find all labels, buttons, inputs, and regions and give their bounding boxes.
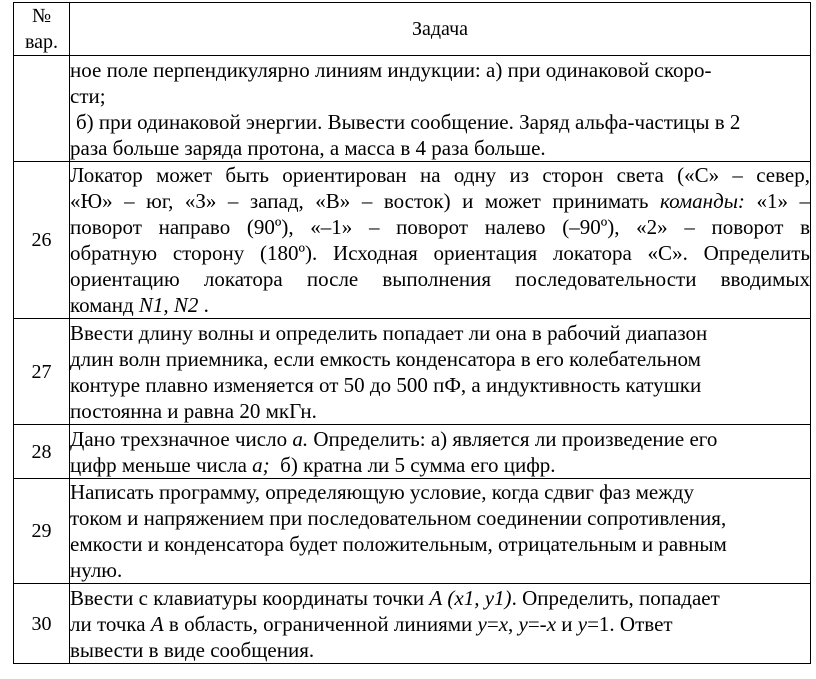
text-run: Ввести длину волны и определить попадает ли она в рабочий диапазон — [70, 320, 708, 345]
text-run-italic: х — [546, 611, 557, 636]
table-row — [14, 479, 811, 584]
text-run: поворот направо (90º), «–1» – поворот налево (–90º), «2» – поворот в — [70, 215, 810, 239]
table-row — [14, 162, 811, 319]
task-line — [70, 320, 810, 346]
variant-header-line1: № — [31, 5, 52, 27]
variant-number — [14, 56, 70, 162]
text-run-italic: у — [477, 611, 487, 636]
variant-number: 27 — [14, 319, 70, 425]
text-run: «Ю» – юг, «З» – запад, «В» – восток) и может принимать — [70, 189, 661, 213]
text-run: обратную сторону (180º). Исходная ориентация локатора «С». Определить — [70, 241, 810, 265]
text-run: Определить: а) является ли произведение его — [308, 426, 718, 451]
text-run-italic: а; — [252, 452, 270, 477]
variant-number: 28 — [14, 425, 70, 479]
task-text — [70, 56, 811, 162]
table-header-row — [14, 3, 811, 56]
task-line — [70, 346, 810, 372]
text-run: ное поле перпендикулярно линиям индукции: а) при одинаковой скоро- — [70, 57, 712, 82]
task-line — [70, 531, 810, 557]
task-line — [70, 83, 810, 109]
text-run: контуре плавно изменяется от 50 до 500 пФ, а индуктивность катушки — [70, 372, 702, 397]
task-line — [70, 214, 810, 240]
task-line — [70, 292, 810, 318]
text-run-italic: N1, N2 — [138, 293, 199, 317]
variant-number: 26 — [14, 162, 70, 319]
table-row — [14, 319, 811, 425]
task-line — [70, 240, 810, 266]
text-run: постоянна и равна 20 мкГн. — [70, 398, 317, 423]
text-run-italic: а. — [292, 426, 309, 451]
task-text — [70, 584, 811, 664]
task-text — [70, 425, 811, 479]
task-line — [70, 479, 810, 505]
table-row — [14, 584, 811, 664]
text-run: б) при одинаковой энергии. Вывести сообщение. Заряд альфа-частицы в 2 — [76, 109, 741, 134]
task-line — [70, 266, 810, 292]
task-line — [70, 585, 810, 611]
task-line — [70, 557, 810, 583]
table-row — [14, 56, 811, 162]
text-run: и — [556, 611, 578, 636]
task-line — [70, 162, 810, 188]
task-line — [70, 398, 810, 424]
task-line — [70, 452, 810, 478]
text-run: длин волн приемника, если емкость конденсатора в его колебательном — [70, 346, 701, 371]
text-run: команд — [70, 293, 139, 317]
task-header: Задача — [70, 3, 811, 56]
text-run: током и напряжением при последовательном соединении сопротивления, — [70, 506, 727, 530]
text-run: Локатор может быть ориентирован на одну из сторон света («С» – север, — [70, 163, 810, 187]
task-text — [70, 479, 811, 584]
task-line — [70, 188, 810, 214]
text-run: б) кратна ли 5 сумма его цифр. — [269, 452, 556, 477]
text-run: «1» – — [744, 189, 810, 213]
text-run: сти; — [70, 83, 106, 108]
task-line — [70, 109, 810, 135]
text-run: Дано трехзначное число — [70, 426, 293, 451]
text-run-italic: А (х1, у1) — [429, 585, 512, 610]
task-line — [70, 505, 810, 531]
text-run: вывести в виде сообщения. — [70, 637, 315, 662]
text-run: ли точка — [70, 611, 151, 636]
table-row — [14, 425, 811, 479]
variant-number: 29 — [14, 479, 70, 584]
text-run-italic: команды: — [660, 189, 745, 213]
variant-header-line2: вар. — [24, 31, 59, 53]
text-run: =1. Ответ — [587, 611, 673, 636]
task-line — [70, 611, 810, 637]
text-run-italic: х — [498, 611, 509, 636]
text-run: Написать программу, определяющую условие, когда сдвиг фаз между — [70, 480, 694, 504]
text-run: цифр меньше числа — [70, 452, 253, 477]
text-run-italic: А — [150, 611, 164, 636]
task-line — [70, 372, 810, 398]
text-run: нулю. — [70, 558, 123, 582]
task-text — [70, 162, 811, 319]
text-run: раза больше заряда протона, а масса в 4 раза больше. — [70, 135, 546, 160]
text-run: Ввести с клавиатуры координаты точки — [70, 585, 430, 610]
task-line — [70, 426, 810, 452]
text-run: емкости и конденсатора будет положительным, отрицательным и равным — [70, 532, 727, 556]
task-line — [70, 57, 810, 83]
text-run: . — [198, 293, 209, 317]
task-line — [70, 135, 810, 161]
text-run: в область, ограниченной линиями — [163, 611, 478, 636]
text-run: = — [486, 611, 499, 636]
variant-number-header — [14, 3, 70, 56]
tasks-table — [13, 2, 811, 664]
text-run-italic: у — [518, 611, 528, 636]
text-run: =- — [527, 611, 547, 636]
variant-number: 30 — [14, 584, 70, 664]
task-text — [70, 319, 811, 425]
text-run-italic: у — [577, 611, 588, 636]
text-run: , — [508, 611, 519, 636]
task-line — [70, 637, 810, 663]
text-run: . Определить, попадает — [511, 585, 720, 610]
text-run: ориентацию локатора после выполнения последовательности вводимых — [70, 267, 810, 291]
